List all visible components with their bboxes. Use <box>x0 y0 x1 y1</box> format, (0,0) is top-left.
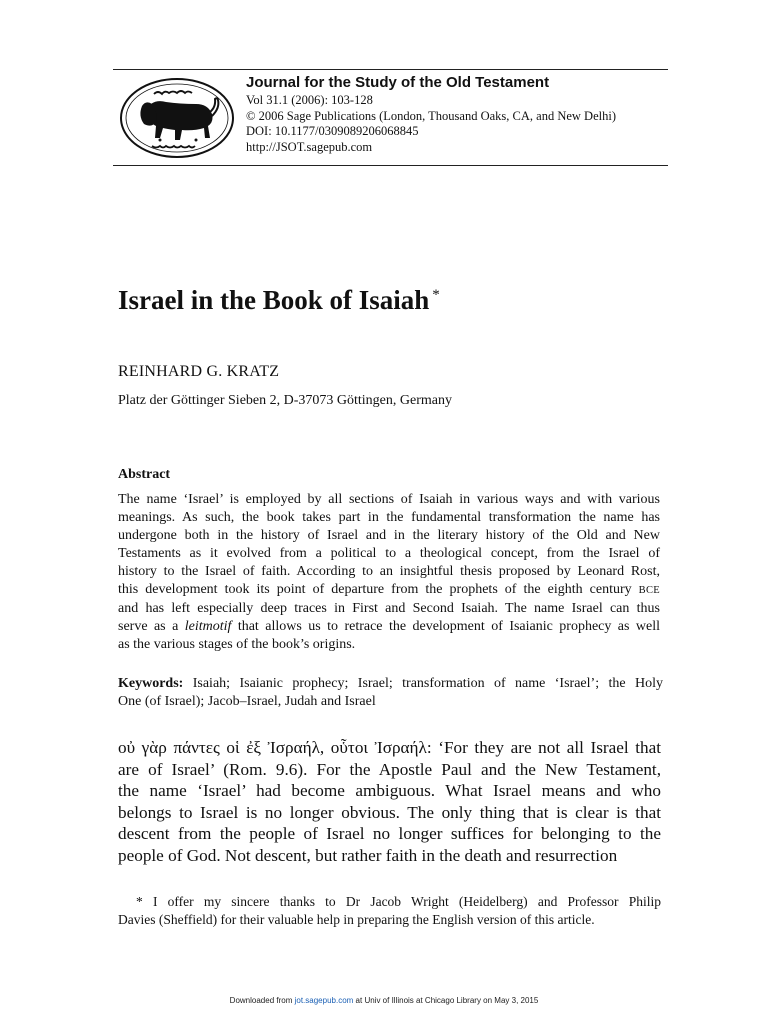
abstract-line-text: this development took its point of departure from the prophets of the eighth century <box>118 582 632 597</box>
body-line: are of Israel’ (Rom. 9.6). For the Apostle Paul and the New Testament, <box>118 759 661 779</box>
abstract-heading: Abstract <box>118 467 171 482</box>
bce-abbreviation: BCE <box>638 585 660 596</box>
abstract-line-text: that allows us to retrace the development of Isaianic prophecy as well <box>237 619 660 634</box>
journal-header <box>246 73 676 155</box>
body-line: belongs to Israel is no longer obvious. The only thing that is clear is that <box>118 802 661 822</box>
abstract-line: as the various stages of the book’s origins. <box>118 637 356 652</box>
keywords-line <box>118 675 663 693</box>
keywords <box>118 675 663 711</box>
header-top-rule <box>113 69 668 70</box>
download-suffix: at Univ of Illinois at Chicago Library on May 3, 2015 <box>355 996 539 1005</box>
abstract-line <box>118 618 660 636</box>
journal-doi: DOI: 10.1177/0309089206068845 <box>246 124 419 138</box>
journal-copyright: © 2006 Sage Publications (London, Thousand Oaks, CA, and New Delhi) <box>246 108 616 123</box>
download-prefix: Downloaded from <box>229 996 293 1005</box>
body-line: people of God. Not descent, but rather faith in the death and resurrection <box>118 845 618 865</box>
article-title-text: Israel in the Book of Isaiah <box>118 285 430 315</box>
abstract-line-text: serve as a <box>118 619 179 634</box>
journal-url[interactable]: http://JSOT.sagepub.com <box>246 139 373 154</box>
abstract-line <box>118 581 660 600</box>
abstract-body <box>118 491 660 654</box>
abstract-line: and has left especially deep traces in First and Second Isaiah. The name Israel can thus <box>118 601 660 616</box>
body-text <box>118 737 661 867</box>
abstract-line: The name ‘Israel’ is employed by all sections of Isaiah in various ways and with various <box>118 492 660 507</box>
article-title <box>118 285 440 316</box>
journal-title: Journal for the Study of the Old Testament <box>246 74 550 91</box>
footnote-line: * I offer my sincere thanks to Dr Jacob Wright (Heidelberg) and Professor Philip <box>136 894 661 909</box>
keywords-line: One (of Israel); Jacob–Israel, Judah and Israel <box>118 694 376 709</box>
body-line: descent from the people of Israel no longer suffices for belonging to the <box>118 824 661 844</box>
footnote <box>118 893 661 929</box>
header-bottom-rule <box>113 165 668 166</box>
author-affiliation: Platz der Göttinger Sieben 2, D-37073 Göttingen, Germany <box>118 393 452 408</box>
abstract-line: undergone both in the history of Israel and in the literary history of the Old and New <box>118 528 660 543</box>
keywords-label: Keywords: <box>118 676 184 691</box>
abstract-line: history to the Israel of faith. According to an insightful thesis proposed by Leonard Rost, <box>118 564 660 579</box>
keywords-text: Isaiah; Isaianic prophecy; Israel; transformation of name ‘Israel’; the Holy <box>192 676 663 691</box>
footnote-marker[interactable]: * <box>432 287 440 303</box>
abstract-line: Testaments as it evolved from a political to a theological concept, from the Israel of <box>118 546 660 561</box>
journal-volume: Vol 31.1 (2006): 103-128 <box>246 93 373 107</box>
download-link[interactable]: jot.sagepub.com <box>294 996 354 1005</box>
leitmotif-term: leitmotif <box>184 619 232 634</box>
lion-seal-icon <box>118 76 236 160</box>
abstract-line: meanings. As such, the book takes part in the fundamental transformation the name has <box>118 510 660 525</box>
download-notice <box>0 996 768 1005</box>
author-name: REINHARD G. KRATZ <box>118 363 280 380</box>
body-line: the name ‘Israel’ had become ambiguous. What Israel means and who <box>118 781 661 801</box>
footnote-line: Davies (Sheffield) for their valuable help in preparing the English version of this article. <box>118 912 595 927</box>
body-line: οὐ γὰρ πάντες οἱ ἐξ Ἰσραήλ, οὗτοι Ἰσραήλ: ‘For they are not all Israel that <box>118 738 661 757</box>
